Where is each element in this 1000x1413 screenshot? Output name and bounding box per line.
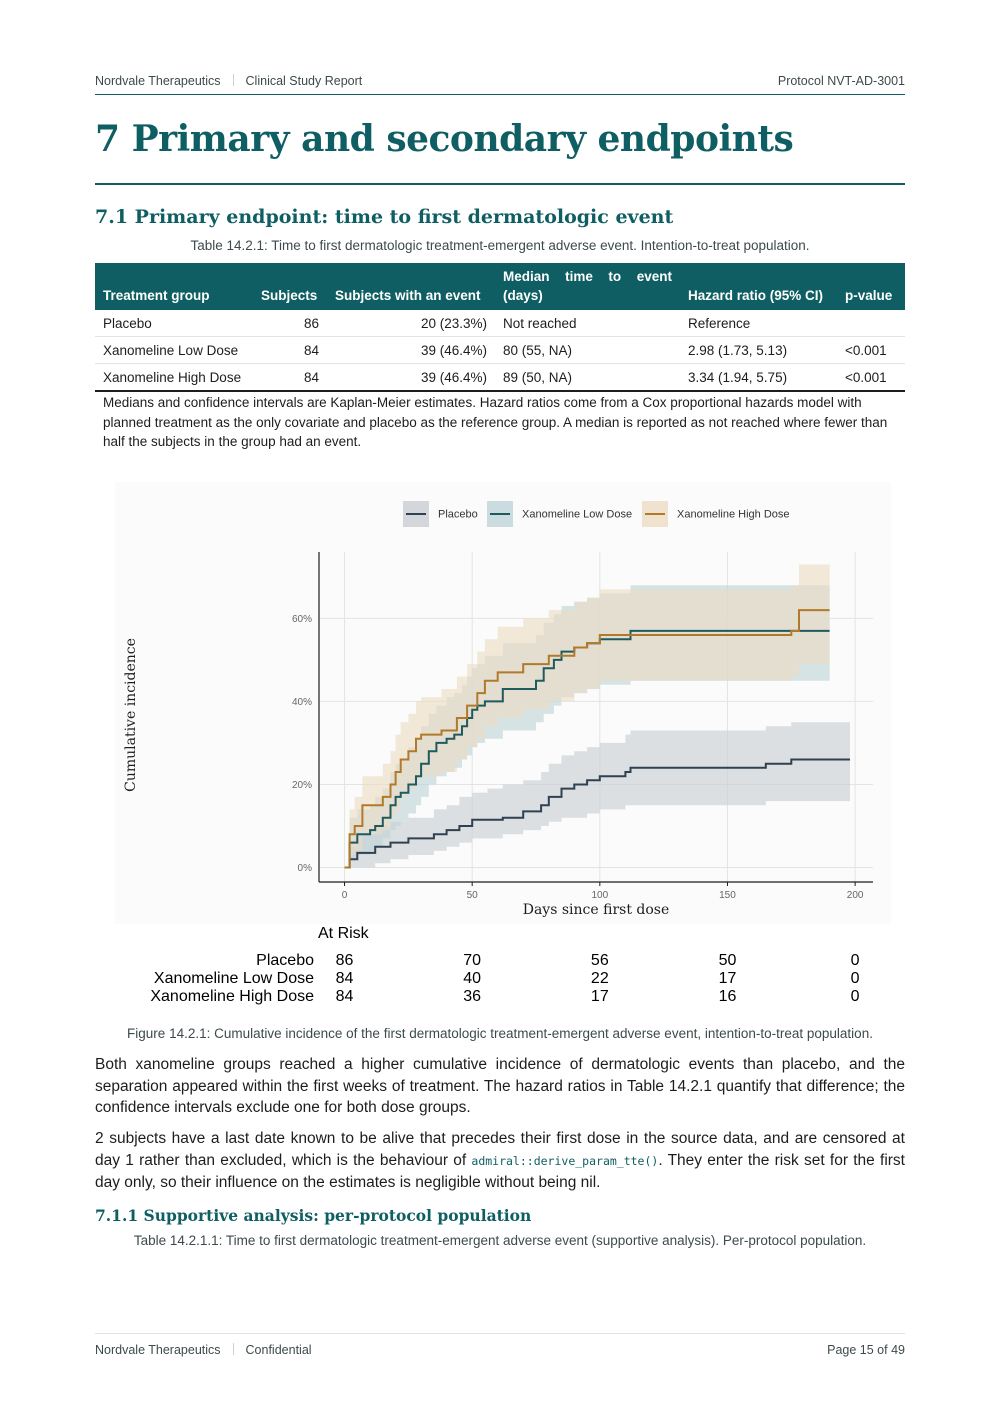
cell-subjects: 84 [253,337,327,364]
body-paragraph-1: Both xanomeline groups reached a higher cumulative incidence of dermatologic events than placebo, and the separation appeared within the first weeks of treatment. The hazard ratios in Table 14.2.1 quantify that difference; the confidence intervals exclude one for both dose groups. [95,1056,905,1116]
at-risk-count: 70 [463,952,482,969]
at-risk-row-label: Xanomeline High Dose [150,988,314,1005]
cell-subjects: 84 [253,364,327,392]
at-risk-count: 36 [463,988,482,1005]
at-risk-title: At Risk [318,925,369,942]
subsection-title: 7.1.1 Supportive analysis: per-protocol population [95,1206,532,1225]
cell-median: 89 (50, NA) [495,364,680,392]
footer-divider [233,1343,234,1355]
header-protocol: Protocol NVT-AD-3001 [777,74,905,88]
at-risk-count: 22 [590,970,609,987]
table-caption: Table 14.2.1: Time to first dermatologic treatment-emergent adverse event. Intention-to-treat population. [190,238,810,253]
at-risk-row-label: Placebo [256,952,314,969]
function-reference: admiral::derive_param_tte() [471,1153,659,1168]
cell-p-value [837,310,905,337]
at-risk-row-label: Xanomeline Low Dose [153,970,314,987]
paragraph-2-text-end: . They enter the risk set for the first day only, so their influence on the estimates is negligible without being nil. [95,1151,905,1191]
at-risk-table [115,952,891,1012]
body-paragraph-2 [95,1128,905,1194]
cell-hazard-ratio: 2.98 (1.73, 5.13) [680,337,837,364]
at-risk-count: 86 [335,952,354,969]
running-header [95,74,905,95]
at-risk-count: 84 [335,970,354,987]
at-risk-count: 56 [590,952,609,969]
y-tick-label: 40% [291,696,312,708]
cell-events: 39 (46.4%) [327,337,495,364]
cell-events: 39 (46.4%) [327,364,495,392]
cell-hazard-ratio: Reference [680,310,837,337]
x-tick-label: 100 [591,890,609,901]
at-risk-count: 16 [718,988,737,1005]
footer-classification: Confidential [245,1343,312,1357]
cell-median: 80 (55, NA) [495,337,680,364]
cell-p-value: <0.001 [837,364,905,392]
section-title: 7.1 Primary endpoint: time to first dermatologic event [95,206,674,228]
header-company: Nordvale Therapeutics [95,74,221,88]
cell-treatment: Placebo [95,310,253,337]
at-risk-count: 40 [463,970,482,987]
at-risk-count: 0 [850,970,860,987]
col-header-treatment: Treatment group [95,263,253,310]
at-risk-count: 17 [718,970,737,987]
y-tick-label: 0% [297,862,312,874]
col-header-events: Subjects with an event [327,263,495,310]
chart-legend [403,501,790,527]
running-footer [95,1333,905,1357]
chapter-title: 7 Primary and secondary endpoints [95,118,794,160]
cell-treatment: Xanomeline High Dose [95,364,253,392]
footer-page-number: Page 15 of 49 [827,1343,905,1357]
table-row [95,337,905,364]
header-doc-type: Clinical Study Report [245,74,363,88]
table-footnote: Medians and confidence intervals are Kaplan-Meier estimates. Hazard ratios come from a Cox proportional hazards model with planned treatment as the only covariate and placebo as the reference group. A median is reported as not reached where fewer than half the subjects in the group had an event. [103,395,888,449]
col-header-subjects: Subjects [253,263,327,310]
legend-label-1: Xanomeline Low Dose [522,508,633,521]
cell-events: 20 (23.3%) [327,310,495,337]
at-risk-count: 17 [590,988,609,1005]
table-row [95,310,905,337]
table-row [95,364,905,392]
legend-label-0: Placebo [438,508,478,521]
results-table [95,263,905,392]
subsection-table-caption: Table 14.2.1.1: Time to first dermatologic treatment-emergent adverse event (supportive analysis). Per-protocol population. [133,1233,867,1248]
table-header-row [95,263,905,310]
legend-label-2: Xanomeline High Dose [677,508,790,521]
figure-caption: Figure 14.2.1: Cumulative incidence of the first dermatologic treatment-emergent adverse event, intention-to-treat population. [127,1026,873,1041]
header-divider [233,74,234,86]
cell-median: Not reached [495,310,680,337]
y-axis-title: Cumulative incidence [123,638,139,792]
col-header-p-value: p-value [837,263,905,310]
x-tick-label: 150 [719,890,736,901]
at-risk-count: 0 [850,952,860,969]
cell-subjects: 86 [253,310,327,337]
x-axis-title: Days since first dose [522,902,670,918]
footer-company: Nordvale Therapeutics [95,1343,221,1357]
cell-p-value: <0.001 [837,337,905,364]
confidence-bands [345,565,851,868]
x-tick-label: 0 [341,890,348,901]
at-risk-count: 0 [850,988,860,1005]
cell-hazard-ratio: 3.34 (1.94, 5.75) [680,364,837,392]
x-tick-label: 200 [846,890,864,901]
col-header-hazard-ratio: Hazard ratio (95% CI) [680,263,837,310]
at-risk-count: 50 [718,952,737,969]
paragraph-2-text-start: 2 subjects have a last date known to be alive that precedes their first dose in the source data, and are censored at day 1 rather than excluded, which is the behaviour of [95,1130,905,1169]
y-tick-label: 60% [291,613,312,625]
at-risk-count: 84 [335,988,354,1005]
cell-treatment: Xanomeline Low Dose [95,337,253,364]
col-header-median: Median time to event (days) [495,263,680,310]
x-tick-label: 50 [466,890,478,901]
chapter-divider [95,183,905,185]
cumulative-incidence-chart [115,482,891,924]
y-tick-label: 20% [291,779,312,791]
